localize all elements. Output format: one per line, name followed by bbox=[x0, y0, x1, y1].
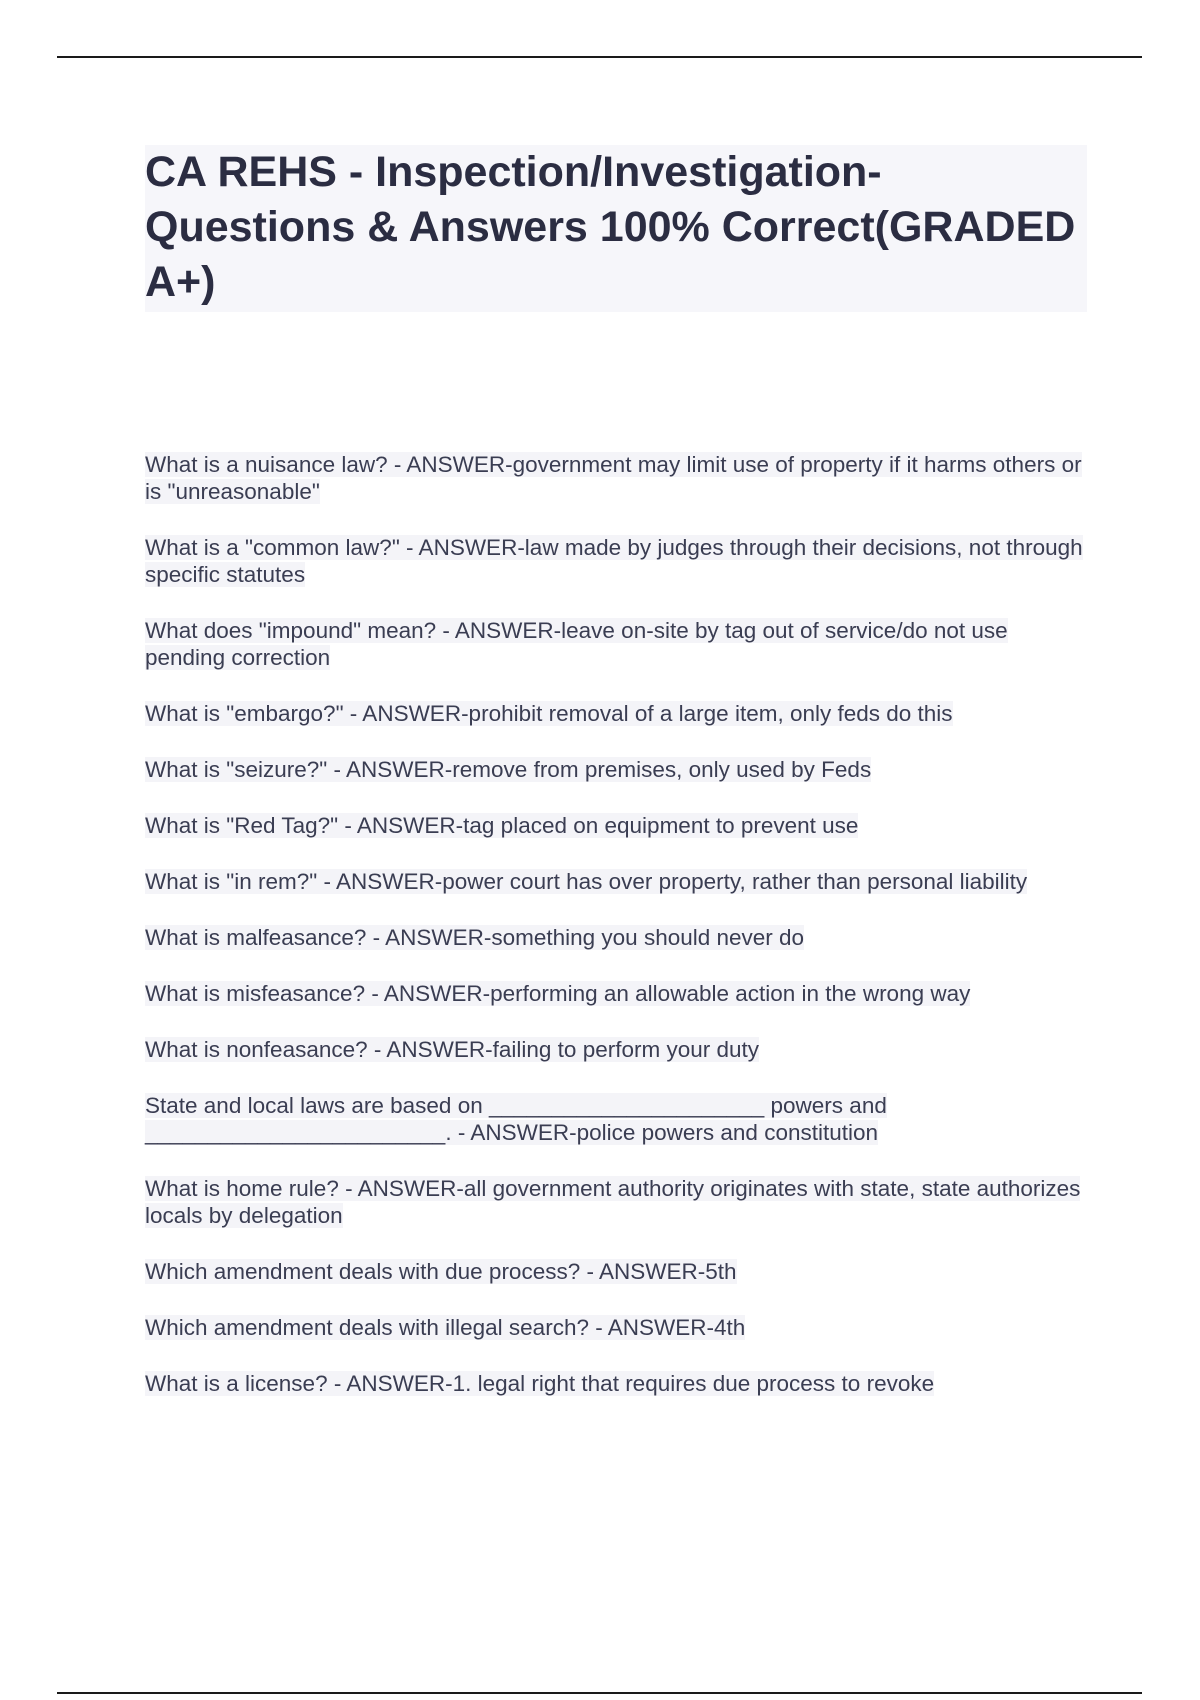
qa-text: What is "Red Tag?" - ANSWER-tag placed on equipment to prevent use bbox=[145, 813, 859, 838]
qa-item bbox=[145, 1175, 1085, 1229]
qa-text: Which amendment deals with due process? - ANSWER-5th bbox=[145, 1259, 737, 1284]
qa-item bbox=[145, 812, 1085, 839]
qa-item bbox=[145, 1036, 1085, 1063]
qa-text: What is a "common law?" - ANSWER-law made by judges through their decisions, not through specific statutes bbox=[145, 535, 1083, 587]
qa-item bbox=[145, 924, 1085, 951]
qa-text: What does "impound" mean? - ANSWER-leave on-site by tag out of service/do not use pending correction bbox=[145, 618, 1008, 670]
qa-text: What is a nuisance law? - ANSWER-government may limit use of property if it harms others or is "unreasonable" bbox=[145, 452, 1082, 504]
qa-item bbox=[145, 451, 1085, 505]
qa-text: State and local laws are based on ______________________ powers and ________________________. - ANSWER-police powers and constitution bbox=[145, 1093, 887, 1145]
qa-list bbox=[145, 451, 1085, 1426]
qa-item bbox=[145, 868, 1085, 895]
qa-item bbox=[145, 1092, 1085, 1146]
qa-item bbox=[145, 617, 1085, 671]
qa-text: What is nonfeasance? - ANSWER-failing to perform your duty bbox=[145, 1037, 760, 1062]
qa-text: What is "seizure?" - ANSWER-remove from premises, only used by Feds bbox=[145, 757, 872, 782]
title-block bbox=[145, 145, 1087, 312]
document-title: CA REHS - Inspection/Investigation- Questions & Answers 100% Correct(GRADED A+) bbox=[145, 148, 1076, 306]
bottom-rule bbox=[57, 1692, 1142, 1694]
qa-text: What is "embargo?" - ANSWER-prohibit removal of a large item, only feds do this bbox=[145, 701, 953, 726]
qa-item bbox=[145, 756, 1085, 783]
qa-item bbox=[145, 1258, 1085, 1285]
qa-text: Which amendment deals with illegal search? - ANSWER-4th bbox=[145, 1315, 746, 1340]
qa-text: What is malfeasance? - ANSWER-something you should never do bbox=[145, 925, 805, 950]
qa-item bbox=[145, 980, 1085, 1007]
qa-item bbox=[145, 700, 1085, 727]
qa-text: What is "in rem?" - ANSWER-power court has over property, rather than personal liability bbox=[145, 869, 1028, 894]
qa-text: What is home rule? - ANSWER-all government authority originates with state, state authorizes locals by delegation bbox=[145, 1176, 1081, 1228]
qa-item bbox=[145, 1314, 1085, 1341]
qa-item bbox=[145, 1370, 1085, 1397]
top-rule bbox=[57, 56, 1142, 58]
qa-text: What is misfeasance? - ANSWER-performing an allowable action in the wrong way bbox=[145, 981, 971, 1006]
qa-item bbox=[145, 534, 1085, 588]
qa-text: What is a license? - ANSWER-1. legal right that requires due process to revoke bbox=[145, 1371, 935, 1396]
